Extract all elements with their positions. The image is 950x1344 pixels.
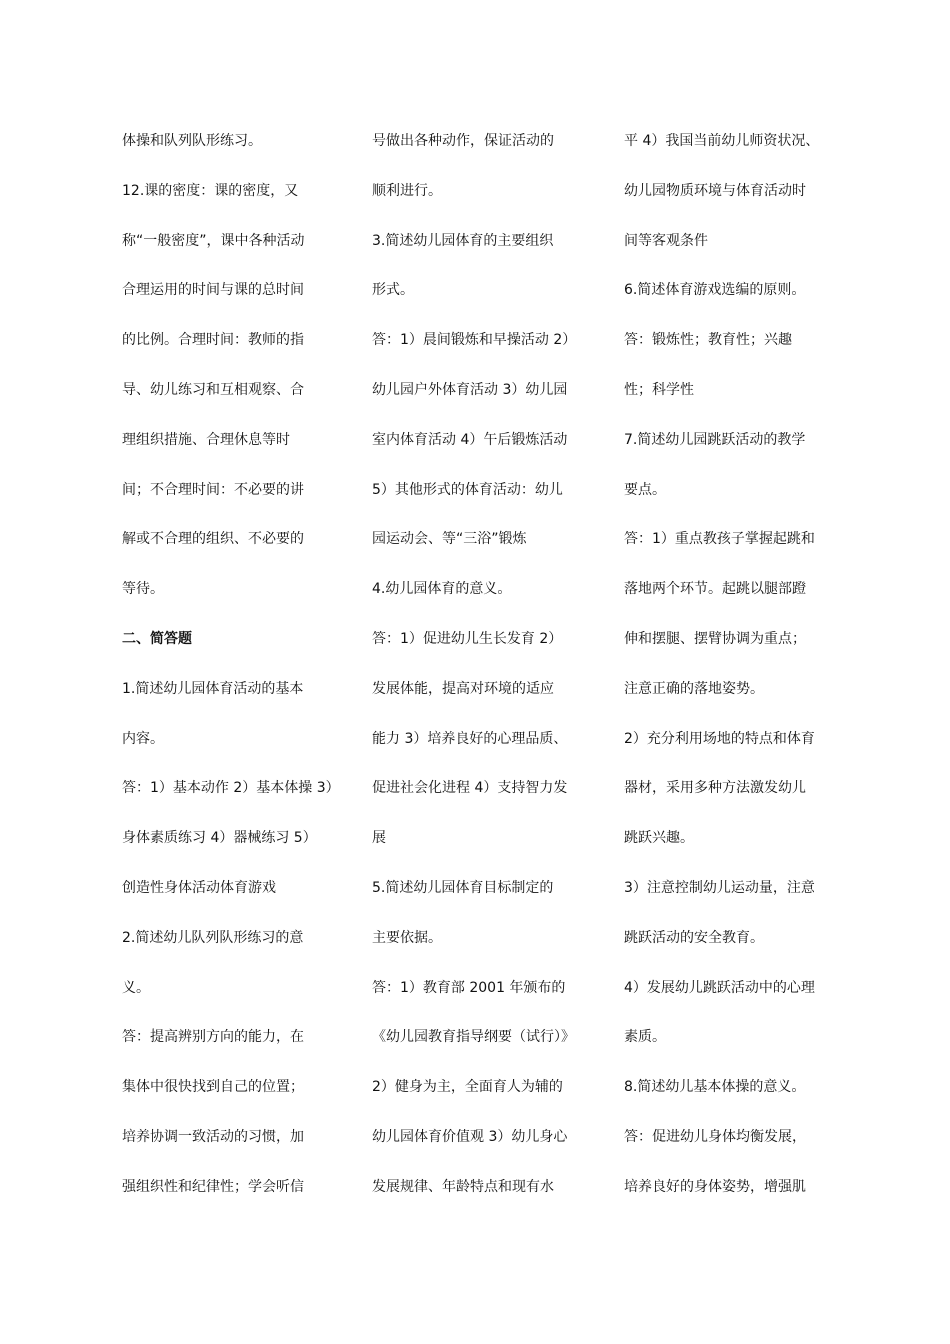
text-line: 称“一般密度”，课中各种活动: [122, 232, 305, 249]
text-line: 发展体能，提高对环境的适应: [372, 680, 554, 697]
text-line: 间等客观条件: [624, 232, 708, 249]
text-line: 强组织性和纪律性；学会听信: [122, 1178, 304, 1195]
text-column-1: [122, 117, 352, 1213]
text-line: 伸和摆腿、摆臂协调为重点；: [624, 630, 806, 647]
text-line: 2）充分利用场地的特点和体育: [624, 730, 815, 747]
text-line: 培养良好的身体姿势，增强肌: [624, 1178, 806, 1195]
text-line: 解或不合理的组织、不必要的: [122, 531, 304, 548]
text-line: 2）健身为主，全面育人为辅的: [372, 1079, 563, 1096]
text-line: 答：促进幼儿身体均衡发展，: [624, 1128, 806, 1145]
text-line: 集体中很快找到自己的位置；: [122, 1079, 304, 1096]
text-line: 8.简述幼儿基本体操的意义。: [624, 1079, 806, 1096]
text-column-3: [624, 117, 839, 1213]
text-line: 的比例。合理时间：教师的指: [122, 332, 304, 349]
section-heading: 二、简答题: [122, 630, 192, 647]
text-line: 内容。: [122, 730, 164, 747]
text-line: 义。: [122, 979, 150, 996]
text-line: 3）注意控制幼儿运动量，注意: [624, 879, 815, 896]
text-line: 理组织措施、合理休息等时: [122, 431, 290, 448]
text-line: 创造性身体活动体育游戏: [122, 879, 276, 896]
text-line: 答：提高辨别方向的能力，在: [122, 1029, 304, 1046]
text-line: 幼儿园体育价值观 3）幼儿身心: [372, 1128, 568, 1145]
text-line: 答：1）促进幼儿生长发育 2）: [372, 630, 563, 647]
text-line: 4）发展幼儿跳跃活动中的心理: [624, 979, 815, 996]
text-line: 《幼儿园教育指导纲要（试行）》: [372, 1029, 575, 1046]
text-line: 5）其他形式的体育活动：幼儿: [372, 481, 563, 498]
text-line: 培养协调一致活动的习惯，加: [122, 1128, 304, 1145]
text-line: 3.简述幼儿园体育的主要组织: [372, 232, 554, 249]
text-line: 平 4）我国当前幼儿师资状况、: [624, 133, 820, 149]
text-line: 形式。: [372, 282, 414, 299]
text-column-2: [372, 117, 607, 1213]
text-line: 室内体育活动 4）午后锻炼活动: [372, 431, 568, 448]
text-line: 素质。: [624, 1029, 666, 1046]
text-line: 落地两个环节。起跳以腿部蹬: [624, 581, 806, 598]
text-line: 答：锻炼性；教育性；兴趣: [624, 332, 792, 349]
text-line: 器材，采用多种方法激发幼儿: [624, 780, 806, 797]
text-line: 幼儿园户外体育活动 3）幼儿园: [372, 381, 568, 398]
text-line: 答：1）基本动作 2）基本体操 3）: [122, 780, 340, 797]
text-line: 答：1）教育部 2001 年颁布的: [372, 979, 566, 996]
text-line: 性；科学性: [624, 381, 694, 398]
text-line: 体操和队列队形练习。: [122, 133, 262, 149]
text-line: 答：1）重点教孩子掌握起跳和: [624, 531, 815, 548]
text-line: 答：1）晨间锻炼和早操活动 2）: [372, 332, 577, 349]
text-line: 能力 3）培养良好的心理品质、: [372, 730, 568, 747]
text-line: 展: [372, 830, 386, 847]
text-line: 7.简述幼儿园跳跃活动的教学: [624, 431, 806, 448]
text-line: 幼儿园物质环境与体育活动时: [624, 182, 806, 199]
text-line: 6.简述体育游戏选编的原则。: [624, 282, 806, 299]
text-line: 导、幼儿练习和互相观察、合: [122, 381, 304, 398]
text-line: 2.简述幼儿队列队形练习的意: [122, 929, 304, 946]
text-line: 主要依据。: [372, 929, 442, 946]
text-line: 身体素质练习 4）器械练习 5）: [122, 830, 317, 847]
text-line: 注意正确的落地姿势。: [624, 680, 764, 697]
text-line: 园运动会、等“三浴”锻炼: [372, 531, 527, 548]
text-line: 跳跃兴趣。: [624, 830, 694, 847]
text-line: 4.幼儿园体育的意义。: [372, 581, 512, 598]
text-line: 1.简述幼儿园体育活动的基本: [122, 680, 304, 697]
text-line: 顺利进行。: [372, 182, 442, 199]
text-line: 要点。: [624, 481, 666, 498]
text-line: 12.课的密度：课的密度，又: [122, 182, 299, 199]
text-line: 等待。: [122, 581, 164, 598]
text-line: 5.简述幼儿园体育目标制定的: [372, 879, 554, 896]
text-line: 促进社会化进程 4）支持智力发: [372, 780, 568, 797]
text-line: 发展规律、年龄特点和现有水: [372, 1178, 554, 1195]
text-line: 号做出各种动作，保证活动的: [372, 133, 554, 149]
text-line: 合理运用的时间与课的总时间: [122, 282, 304, 299]
text-line: 间；不合理时间：不必要的讲: [122, 481, 304, 498]
text-line: 跳跃活动的安全教育。: [624, 929, 764, 946]
